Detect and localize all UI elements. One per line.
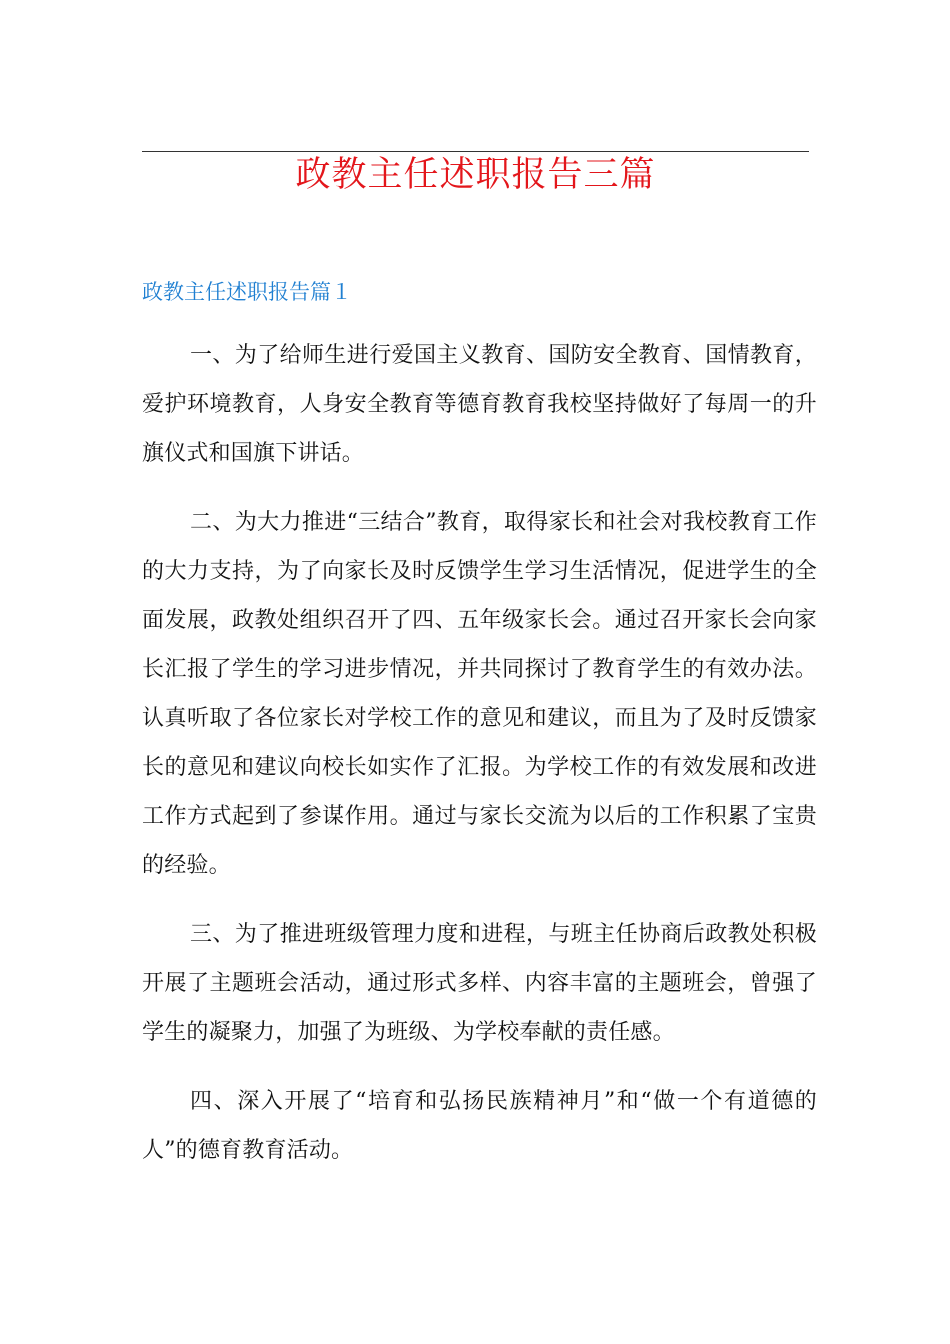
paragraph-2: 二、为大力推进“三结合”教育，取得家长和社会对我校教育工作的大力支持，为了向家长及时反馈学生学习生活情况，促进学生的全面发展，政教处组织召开了四、五年级家长会。通过召开家长会向家长汇报了学生的学习进步情况，并共同探讨了教育学生的有效办法。认真听取了各位家长对学校工作的意见和建议，而且为了及时反馈家长的意见和建议向校长如实作了汇报。为学校工作的有效发展和改进工作方式起到了参谋作用。通过与家长交流为以后的工作积累了宝贵的经验。 <box>142 510 817 878</box>
document-body <box>142 331 817 1195</box>
paragraph-3: 三、为了推进班级管理力度和进程，与班主任协商后政教处积极开展了主题班会活动，通过形式多样、内容丰富的主题班会，曾强了学生的凝聚力，加强了为班级、为学校奉献的责任感。 <box>142 922 817 1045</box>
paragraph-1: 一、为了给师生进行爱国主义教育、国防安全教育、国情教育，爱护环境教育，人身安全教育等德育教育我校坚持做好了每周一的升旗仪式和国旗下讲话。 <box>142 343 817 466</box>
document-title: 政教主任述职报告三篇 <box>295 155 656 195</box>
paragraph-4: 四、深入开展了“培育和弘扬民族精神月”和“做一个有道德的人”的德育教育活动。 <box>142 1089 817 1163</box>
section-heading: 政教主任述职报告篇１ <box>142 280 352 304</box>
